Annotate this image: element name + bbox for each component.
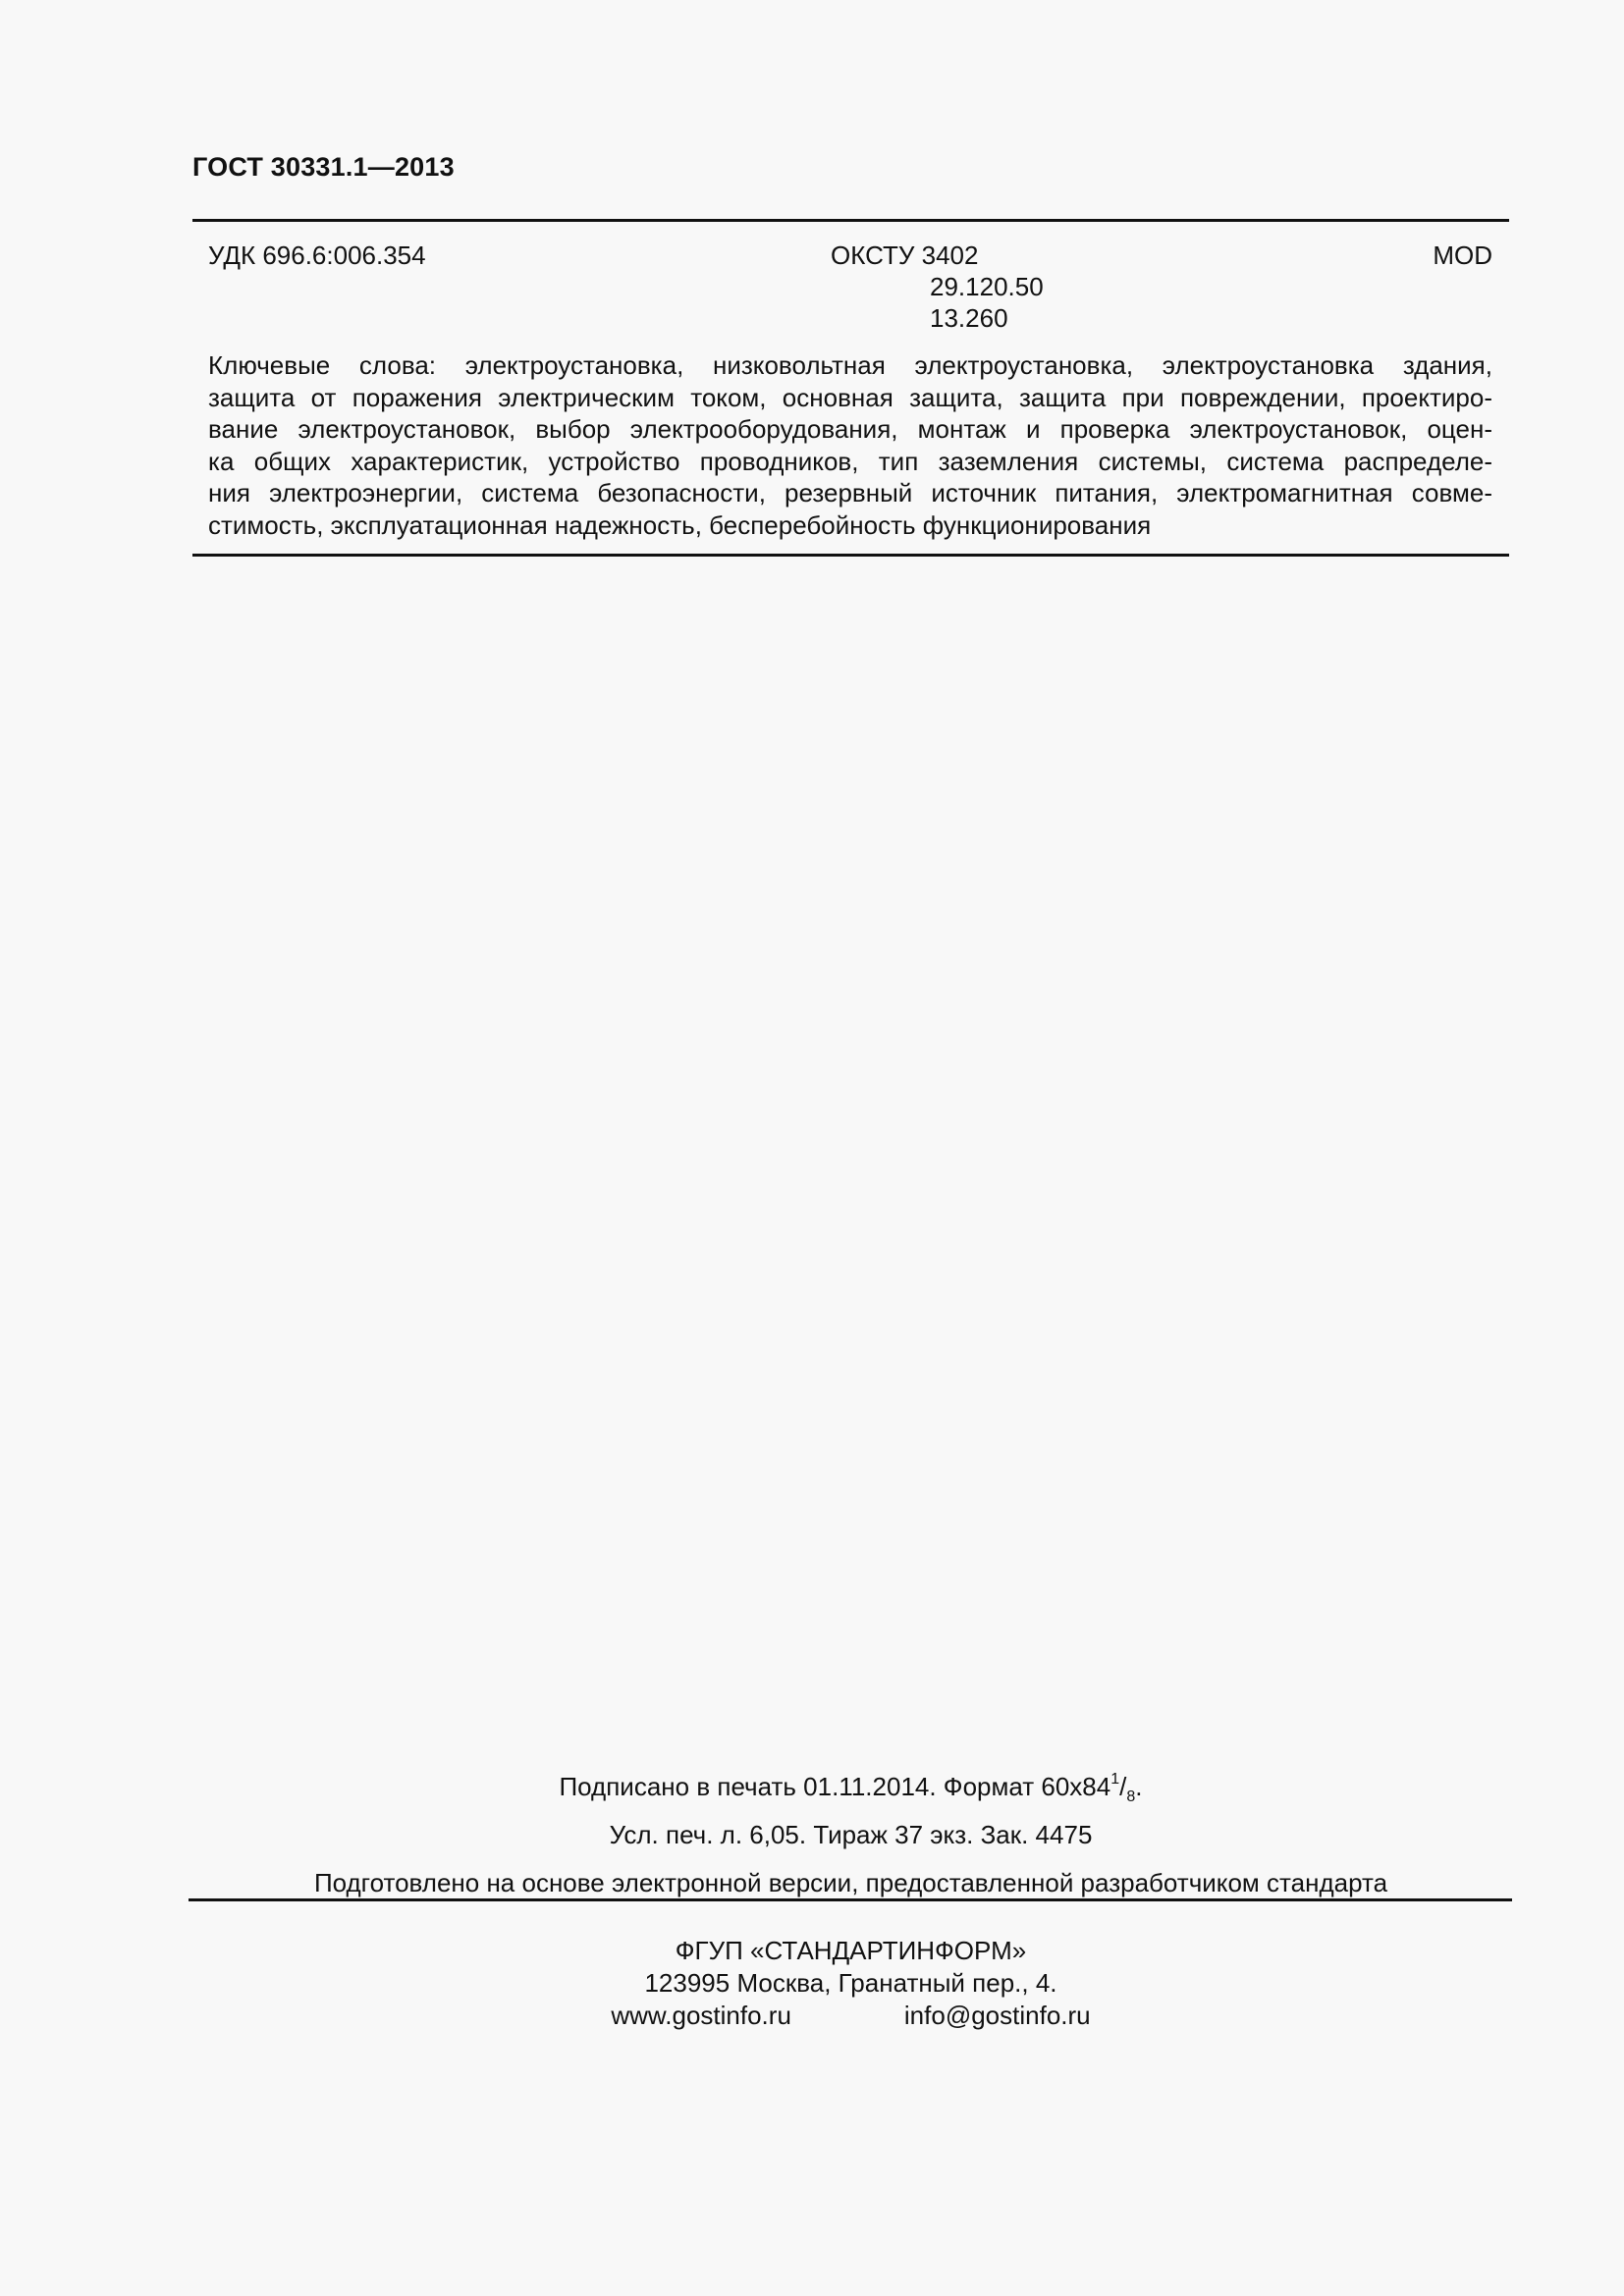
keywords-line: вание электроустановок, выбор электрооборудования, монтаж и проверка электроустановок, оцен- [208,414,1492,444]
signed-for-print [192,1771,1509,1806]
oks-code: 13.260 [930,303,1008,333]
oks-codes [930,271,1044,334]
publisher-contacts [192,2001,1509,2031]
publisher-email: info@gostinfo.ru [903,2001,1091,2030]
publisher-name: ФГУП «СТАНДАРТИНФОРМ» [675,1936,1027,1965]
keywords-line: защита от поражения электрическим током, основная защита, защита при повреждении, проектиро- [208,382,1492,412]
signed-text: Подписано в печать 01.11.2014. Формат 60х84 [559,1772,1111,1801]
udk-code: УДК 696.6:006.354 [208,240,426,270]
mod-label: MOD [1433,240,1492,270]
publisher-website: www.gostinfo.ru [611,2001,791,2030]
format-end: . [1135,1772,1143,1801]
keywords-line: Ключевые слова: электроустановка, низковольтная электроустановка, электроустановка здания, [208,350,1492,380]
format-slash: / [1119,1772,1127,1801]
oks-code: 29.120.50 [930,272,1044,301]
publisher-address: 123995 Москва, Гранатный пер., 4. [644,1968,1057,1998]
standard-code: ГОСТ 30331.1—2013 [192,152,455,182]
format-superscript: 1 [1110,1771,1120,1788]
imprint-divider [189,1898,1512,1901]
prepared-note: Подготовлено на основе электронной версии, предоставленной разработчиком стандарта [313,1868,1388,1897]
okstu-code: ОКСТУ 3402 [831,240,979,270]
keywords-paragraph [208,349,1492,541]
top-divider [192,219,1509,222]
keywords-line: ния электроэнергии, система безопасности, резервный источник питания, электромагнитная совме- [208,478,1492,507]
format-subscript: 8 [1126,1789,1136,1805]
print-info: Усл. печ. л. 6,05. Тираж 37 экз. Зак. 4475 [609,1820,1093,1849]
keywords-line: ка общих характеристик, устройство проводников, тип заземления системы, система распределе- [208,446,1492,476]
keywords-divider [192,554,1509,557]
keywords-line: стимость, эксплуатационная надежность, бесперебойность функционирования [208,509,1152,540]
